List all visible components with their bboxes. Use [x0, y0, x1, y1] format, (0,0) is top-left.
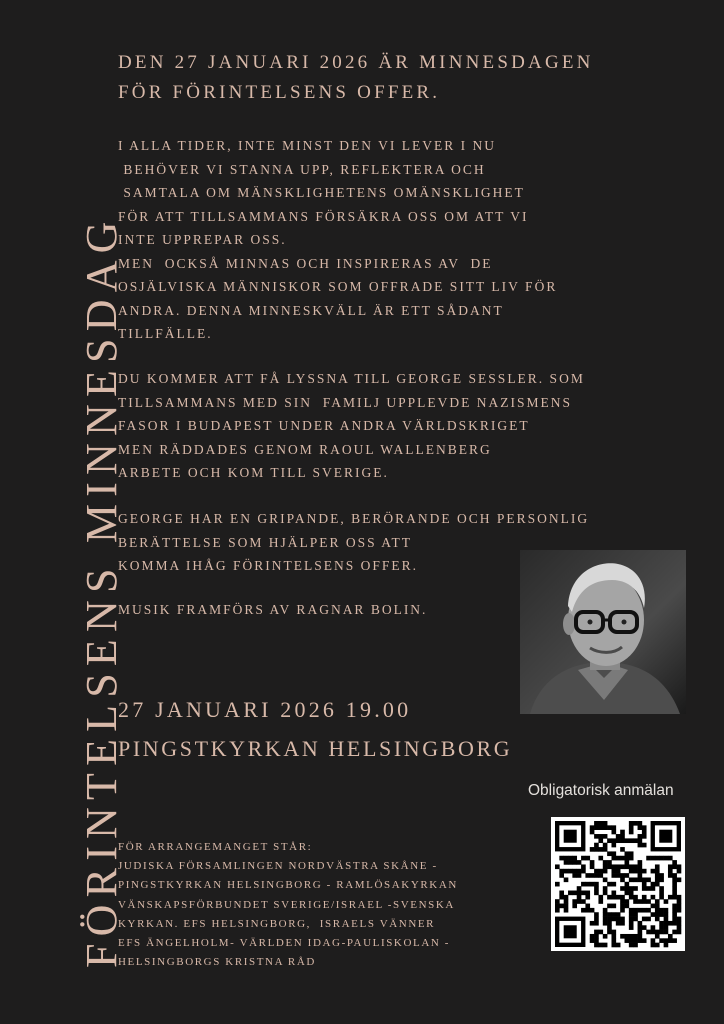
organizers-list: FÖR ARRANGEMANGET STÅR: JUDISKA FÖRSAMLINGEN NORDVÄSTRA SKÅNE - PINGSTKYRKAN HELSINGBORG - RAMLÖSAKYRKAN VÄNSKAPSFÖRBUNDET SVERIGE/ISRAEL -SVENSKA KYRKAN. EFS HELSINGBORG, ISRAELS VÄNNER EFS ÄNGELHOLM- VÄRLDEN IDAG-PAULISKOLAN - HELSINGBORGS KRISTNA RÅD: [118, 841, 458, 969]
registration-qr-code[interactable]: [551, 817, 685, 951]
speaker-portrait: [520, 550, 686, 714]
event-venue: PINGSTKYRKAN HELSINGBORG: [118, 736, 513, 761]
heading-line-1: DEN 27 JANUARI 2026 ÄR MINNESDAGEN: [118, 52, 594, 73]
registration-label: Obligatorisk anmälan: [528, 782, 674, 799]
event-date-time: 27 JANUARI 2026 19.00: [118, 697, 412, 722]
paragraph-music: MUSIK FRAMFÖRS AV RAGNAR BOLIN.: [118, 602, 428, 617]
paragraph-story: GEORGE HAR EN GRIPANDE, BERÖRANDE OCH PERSONLIG BERÄTTELSE SOM HJÄLPER OSS ATT KOMMA IHÅG FÖRINTELSENS OFFER.: [118, 511, 590, 573]
page-heading: [118, 48, 594, 108]
paragraph-speaker: DU KOMMER ATT FÅ LYSSNA TILL GEORGE SESSLER. SOM TILLSAMMANS MED SIN FAMILJ UPPLEVDE NAZISMENS FASOR I BUDAPEST UNDER ANDRA VÄRLDSKRIGET MEN RÄDDADES GENOM RAOUL WALLENBERG ARBETE OCH KOM TILL SVERIGE.: [118, 371, 585, 480]
vertical-title: FÖRINTELSENS MINNESDAG: [77, 214, 126, 968]
paragraph-intro: I ALLA TIDER, INTE MINST DEN VI LEVER I NU BEHÖVER VI STANNA UPP, REFLEKTERA OCH SAMTALA OM MÄNSKLIGHETENS OMÄNSKLIGHET FÖR ATT TILLSAMMANS FÖRSÄKRA OSS OM ATT VI INTE UPPREPAR OSS. MEN OCKSÅ MINNAS OCH INSPIRERAS AV DE OSJÄLVISKA MÄNNISKOR SOM OFFRADE SITT LIV FÖR ANDRA. DENNA MINNESKVÄLL ÄR ETT SÅDANT TILLFÄLLE.: [118, 138, 558, 341]
heading-line-2: FÖR FÖRINTELSENS OFFER.: [118, 82, 441, 103]
